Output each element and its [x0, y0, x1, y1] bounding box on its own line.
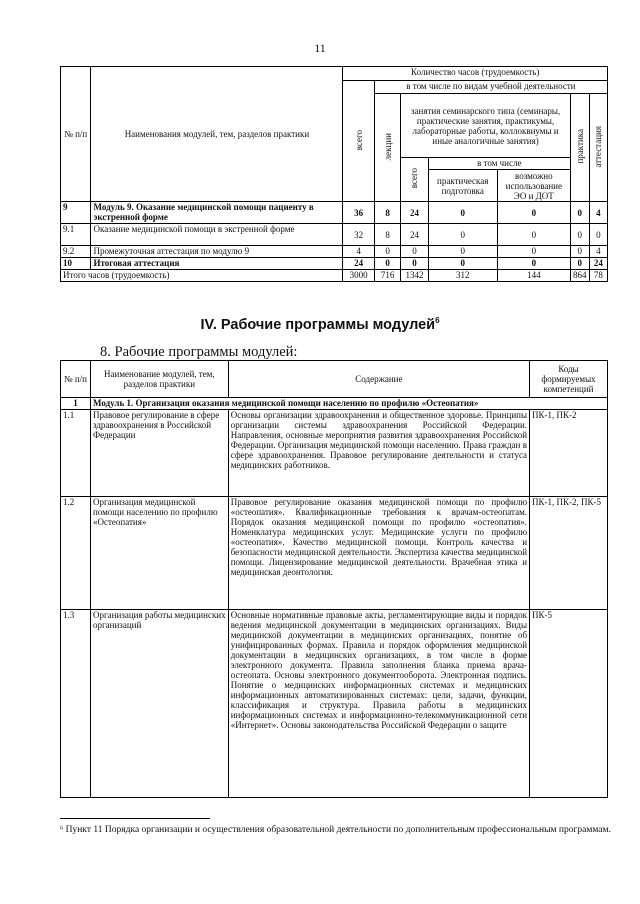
col-name-header: Наименование модулей, тем, разделов практики: [90, 361, 228, 398]
col-content-header: Содержание: [228, 361, 529, 398]
footnote: ⁶ Пункт 11 Порядка организации и осуществления образовательной деятельности по дополнительным профессиональным программам.: [60, 825, 611, 835]
row-lek: 8: [374, 224, 400, 246]
col-seminar-total-header: всего: [401, 158, 428, 202]
row-codes: ПК-1, ПК-2: [530, 410, 608, 497]
section-heading: IV. Рабочие программы модулей$^6$: [200, 316, 440, 333]
seminar-header: занятия семинарского типа (семинары, практические занятия, практикумы, лабораторные работы, коллоквиумы и иные аналогичные занятия): [401, 94, 571, 158]
row-pp: 0: [428, 224, 497, 246]
table-row: [61, 258, 608, 270]
col-vsego-header: всего: [343, 81, 374, 202]
col-name-header: Наименования модулей, тем, разделов практики: [91, 67, 343, 202]
row-vsego: 4: [343, 246, 374, 258]
row-num: 9: [61, 202, 91, 224]
page-number: 11: [314, 41, 326, 55]
total-sem: 1342: [401, 270, 428, 282]
total-label: Итого часов (трудоемкость): [61, 270, 343, 282]
col-codes-header: Коды формируемых компетенций: [530, 361, 608, 398]
footnote-ref: 6: [435, 316, 440, 325]
row-num: 1.2: [61, 497, 91, 610]
row-at: 4: [589, 202, 607, 224]
table-row: [61, 224, 608, 246]
row-pp: 0: [428, 202, 497, 224]
row-num: 10: [61, 258, 91, 270]
col-attestation-header: аттестация: [589, 94, 607, 202]
col-practice-header: практика: [570, 94, 589, 202]
row-num: 9.1: [61, 224, 91, 246]
row-eo: 0: [497, 202, 570, 224]
row-pr: 0: [570, 258, 589, 270]
row-lek: 0: [374, 246, 400, 258]
row-pp: 0: [428, 246, 497, 258]
table-row: [61, 410, 608, 497]
total-eo: 144: [497, 270, 570, 282]
hours-header: Количество часов (трудоемкость): [343, 67, 608, 81]
table-row: [61, 202, 608, 224]
row-sem: 0: [401, 258, 428, 270]
hours-table: [60, 66, 608, 282]
row-pr: 0: [570, 246, 589, 258]
row-sem: 24: [401, 224, 428, 246]
row-vsego: 32: [343, 224, 374, 246]
by-type-header: в том числе по видам учебной деятельности: [374, 81, 607, 94]
incl-header: в том числе: [428, 158, 570, 170]
row-name: Организация медицинской помощи населению по профилю «Остеопатия»: [90, 497, 228, 610]
total-lek: 716: [374, 270, 400, 282]
row-num: 1.1: [61, 410, 91, 497]
row-sem: 24: [401, 202, 428, 224]
row-lek: 8: [374, 202, 400, 224]
table-row: [61, 246, 608, 258]
row-name: Организация работы медицинских организаций: [90, 610, 228, 798]
row-name: Правовое регулирование в сфере здравоохранения в Российской Федерации: [90, 410, 228, 497]
col-lectures-header: лекции: [374, 94, 400, 202]
row-name: Промежуточная аттестация по модулю 9: [91, 246, 343, 258]
subsection-heading: 8. Рабочие программы модулей:: [100, 344, 298, 360]
col-practical-prep-header: практическая подготовка: [428, 170, 497, 202]
total-vsego: 3000: [343, 270, 374, 282]
row-num: 1.3: [61, 610, 91, 798]
row-vsego: 24: [343, 258, 374, 270]
row-content: Основы организации здравоохранения и общественное здоровье. Принципы организации системы здравоохранения Российской Федерации. Направления, основные мероприятия развития здравоохранения Российской Федерации. Организация медицинской помощи населению. Права граждан в сфере здравоохранения. Правовое регулирование деятельности и статуса медицинских работников.: [228, 410, 529, 497]
total-pp: 312: [428, 270, 497, 282]
row-at: 24: [589, 258, 607, 270]
total-row: [61, 270, 608, 282]
row-sem: 0: [401, 246, 428, 258]
row-name: Модуль 9. Оказание медицинской помощи пациенту в экстренной форме: [91, 202, 343, 224]
footnote-divider: [60, 818, 210, 819]
col-eo-dot-header: возможно использование ЭО и ДОТ: [497, 170, 570, 202]
row-vsego: 36: [343, 202, 374, 224]
total-pr: 864: [570, 270, 589, 282]
row-eo: 0: [497, 258, 570, 270]
col-num-header: № п/п: [61, 67, 91, 202]
row-at: 0: [589, 224, 607, 246]
row-eo: 0: [497, 224, 570, 246]
table-row: [61, 497, 608, 610]
row-num: 9.2: [61, 246, 91, 258]
row-at: 4: [589, 246, 607, 258]
row-eo: 0: [497, 246, 570, 258]
modules-content-table: [60, 360, 608, 798]
total-at: 78: [589, 270, 607, 282]
row-content: Основные нормативные правовые акты, регламентирующие виды и порядок ведения медицинской документации в медицинских организациях. Виды медицинской документации в медицинских организациях, понятие об унифицированных формах. Правила и порядок оформления медицинской документации в медицинских организациях, в том числе в форме электронного документа. Правила заполнения бланка приема врача-остеопата. Основы электронного документооборота. Электронная подпись. Понятие о медицинских информационных системах и медицинских информационных автоматизированных системах: цели, задачи, функции, классификация и структура. Правила работы в медицинских информационных системах и информационно-телекоммуникационной сети «Интернет». Основы законодательства Российской Федерации о защите: [228, 610, 529, 798]
row-content: Правовое регулирование оказания медицинской помощи по профилю «остеопатия». Квалификационные требования к врачам-остеопатам. Порядок оказания медицинской помощи по профилю «остеопатия». Номенклатура медицинских услуг. Медицинские услуги по профилю «остеопатия». Качество медицинской помощи. Контроль качества и безопасности медицинской деятельности. Экспертиза качества медицинской помощи. Лицензирование медицинской деятельности. Врачебная этика и медицинская деонтология.: [228, 497, 529, 610]
table-row: [61, 610, 608, 798]
module-row: [61, 398, 608, 410]
row-pr: 0: [570, 224, 589, 246]
module-title: Модуль 1. Организация оказания медицинской помощи населению по профилю «Остеопатия»: [90, 398, 607, 410]
col-num-header: № п/п: [61, 361, 91, 398]
row-pr: 0: [570, 202, 589, 224]
row-name: Итоговая аттестация: [91, 258, 343, 270]
row-pp: 0: [428, 258, 497, 270]
row-codes: ПК-1, ПК-2, ПК-5: [530, 497, 608, 610]
module-num: 1: [61, 398, 91, 410]
row-codes: ПК-5: [530, 610, 608, 798]
row-name: Оказание медицинской помощи в экстренной форме: [91, 224, 343, 246]
row-lek: 0: [374, 258, 400, 270]
